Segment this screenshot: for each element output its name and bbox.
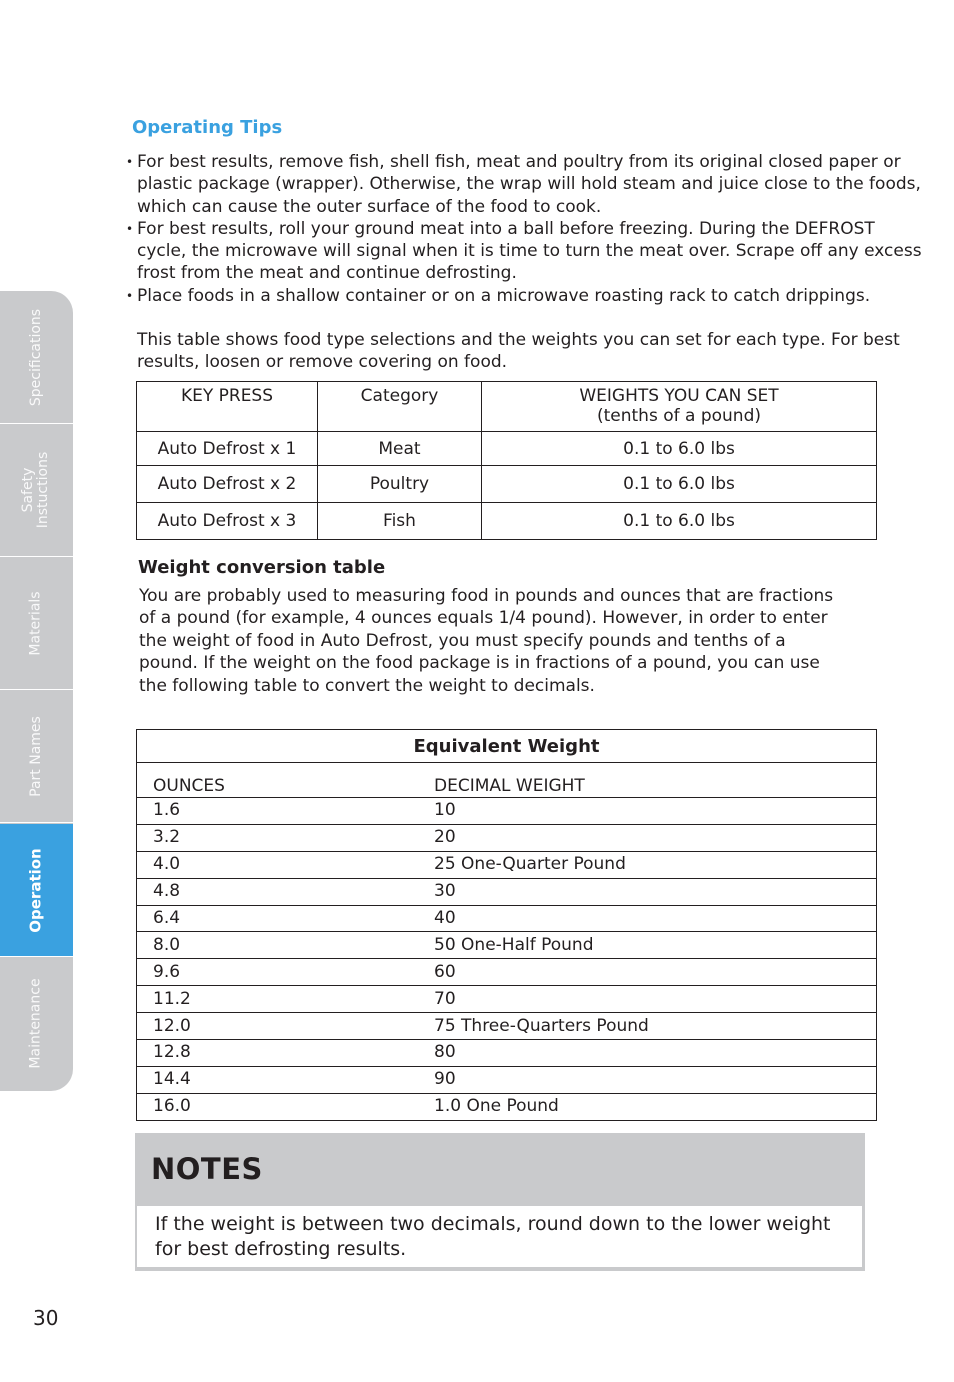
cell-weights: 0.1 to 6.0 lbs: [482, 432, 877, 466]
cell-category: Fish: [318, 503, 482, 540]
table-row: [137, 1013, 877, 1040]
cell-key-press: Auto Defrost x 1: [137, 432, 318, 466]
table-row: [137, 959, 877, 986]
table-row: [137, 905, 877, 932]
list-item-text: For best results, roll your ground meat into a ball before freezing. During the DEFROST cycle, the microwave will signal when it is time to turn the meat over. Scrape off any excess frost from the meat and continue defrosting.: [137, 218, 922, 284]
tab-part-names[interactable]: [0, 690, 73, 823]
notes-text: If the weight is between two decimals, round down to the lower weight for best defrosting results.: [155, 1213, 831, 1260]
header-weights: [482, 382, 877, 432]
tips-list: [126, 151, 926, 307]
page-number: 30: [33, 1306, 59, 1330]
list-item: [126, 285, 926, 307]
cell-ounces: 8.0: [137, 932, 435, 959]
cell-decimal: 75 Three-Quarters Pound: [434, 1013, 877, 1040]
section-heading: Operating Tips: [132, 117, 283, 138]
table-row: [137, 986, 877, 1013]
table-row: [137, 1066, 877, 1093]
conversion-paragraph: You are probably used to measuring food in pounds and ounces that are fractions of a pound (for example, 4 ounces equals 1/4 pound). However, in order to enter the weight of food in Auto Defrost, you must specify pounds and tenths of a pound. If the weight on the food package is in fractions of a pound, you can use the following table to convert the weight to decimals.: [139, 586, 834, 696]
conversion-title: Weight conversion table: [138, 557, 386, 578]
tab-operation[interactable]: [0, 824, 73, 957]
intro-paragraph: This table shows food type selections and the weights you can set for each type. For best results, loosen or remove covering on food.: [137, 330, 900, 372]
notes-box: [135, 1133, 865, 1271]
section-tabs: [0, 291, 73, 1091]
cell-decimal: 30: [434, 878, 877, 905]
table-row: [137, 932, 877, 959]
list-item-text: Place foods in a shallow container or on a microwave roasting rack to catch drippings.: [137, 285, 871, 306]
tab-label: Materials: [27, 590, 44, 656]
cell-decimal: 50 One-Half Pound: [434, 932, 877, 959]
cell-ounces: 1.6: [137, 798, 435, 825]
cell-key-press: Auto Defrost x 3: [137, 503, 318, 540]
table-row: [137, 824, 877, 851]
tab-label: Specifications: [28, 308, 44, 406]
list-item: [126, 151, 926, 218]
notes-title: NOTES: [151, 1152, 263, 1186]
header-weights-line2: (tenths of a pound): [596, 406, 761, 426]
cell-ounces: 12.8: [137, 1040, 435, 1067]
tab-materials[interactable]: [0, 557, 73, 690]
header-ounces: OUNCES: [137, 763, 435, 798]
cell-ounces: 14.4: [137, 1066, 435, 1093]
table-caption-row: [137, 730, 877, 763]
table-row: [137, 878, 877, 905]
cell-ounces: 3.2: [137, 824, 435, 851]
cell-ounces: 9.6: [137, 959, 435, 986]
cell-ounces: 4.8: [137, 878, 435, 905]
cell-decimal: 10: [434, 798, 877, 825]
table-header-row: [137, 763, 877, 798]
cell-decimal: 1.0 One Pound: [434, 1093, 877, 1120]
bullet-icon: •: [126, 155, 134, 169]
table-row: [137, 1040, 877, 1067]
cell-weights: 0.1 to 6.0 lbs: [482, 466, 877, 503]
table-row: [137, 851, 877, 878]
table-row: [137, 466, 877, 503]
list-item: [126, 218, 926, 285]
bullet-icon: •: [126, 221, 134, 236]
bullet-icon: •: [126, 288, 134, 303]
cell-decimal: 80: [434, 1040, 877, 1067]
cell-decimal: 70: [434, 986, 877, 1013]
tab-label: Maintenance: [28, 978, 45, 1069]
cell-decimal: 25 One-Quarter Pound: [434, 851, 877, 878]
table-row: [137, 798, 877, 825]
cell-decimal: 60: [434, 959, 877, 986]
header-decimal-weight: DECIMAL WEIGHT: [434, 763, 877, 798]
cell-category: Poultry: [318, 466, 482, 503]
notes-body: [137, 1206, 862, 1267]
list-item-text: For best results, remove fish, shell fish, meat and poultry from its original closed paper or plastic package (wrapper). Otherwise, the wrap will hold steam and juice close to the foods, which can cause the outer surface of the food to cook.: [137, 152, 921, 217]
cell-ounces: 11.2: [137, 986, 435, 1013]
table-row: [137, 1093, 877, 1120]
table-row: [137, 503, 877, 540]
cell-ounces: 6.4: [137, 905, 435, 932]
tab-maintenance[interactable]: [0, 957, 73, 1090]
header-key-press: KEY PRESS: [137, 382, 318, 432]
header-category: Category: [318, 382, 482, 432]
cell-weights: 0.1 to 6.0 lbs: [482, 503, 877, 540]
table-caption: Equivalent Weight: [137, 730, 877, 763]
table-row: [137, 432, 877, 466]
table-header-row: [137, 382, 877, 432]
header-weights-line1: WEIGHTS YOU CAN SET: [579, 386, 779, 406]
tab-label: Safety Instuctions: [20, 451, 52, 529]
tab-specifications[interactable]: [0, 291, 73, 424]
tab-label: Operation: [27, 847, 46, 933]
defrost-table: [136, 381, 877, 540]
tab-label: Part Names: [28, 715, 44, 797]
cell-decimal: 40: [434, 905, 877, 932]
cell-decimal: 90: [434, 1066, 877, 1093]
cell-ounces: 12.0: [137, 1013, 435, 1040]
cell-category: Meat: [318, 432, 482, 466]
conversion-table: [136, 729, 877, 1121]
cell-key-press: Auto Defrost x 2: [137, 466, 318, 503]
cell-ounces: 4.0: [137, 851, 435, 878]
cell-decimal: 20: [434, 824, 877, 851]
tab-safety-instructions[interactable]: [0, 424, 73, 557]
cell-ounces: 16.0: [137, 1093, 435, 1120]
